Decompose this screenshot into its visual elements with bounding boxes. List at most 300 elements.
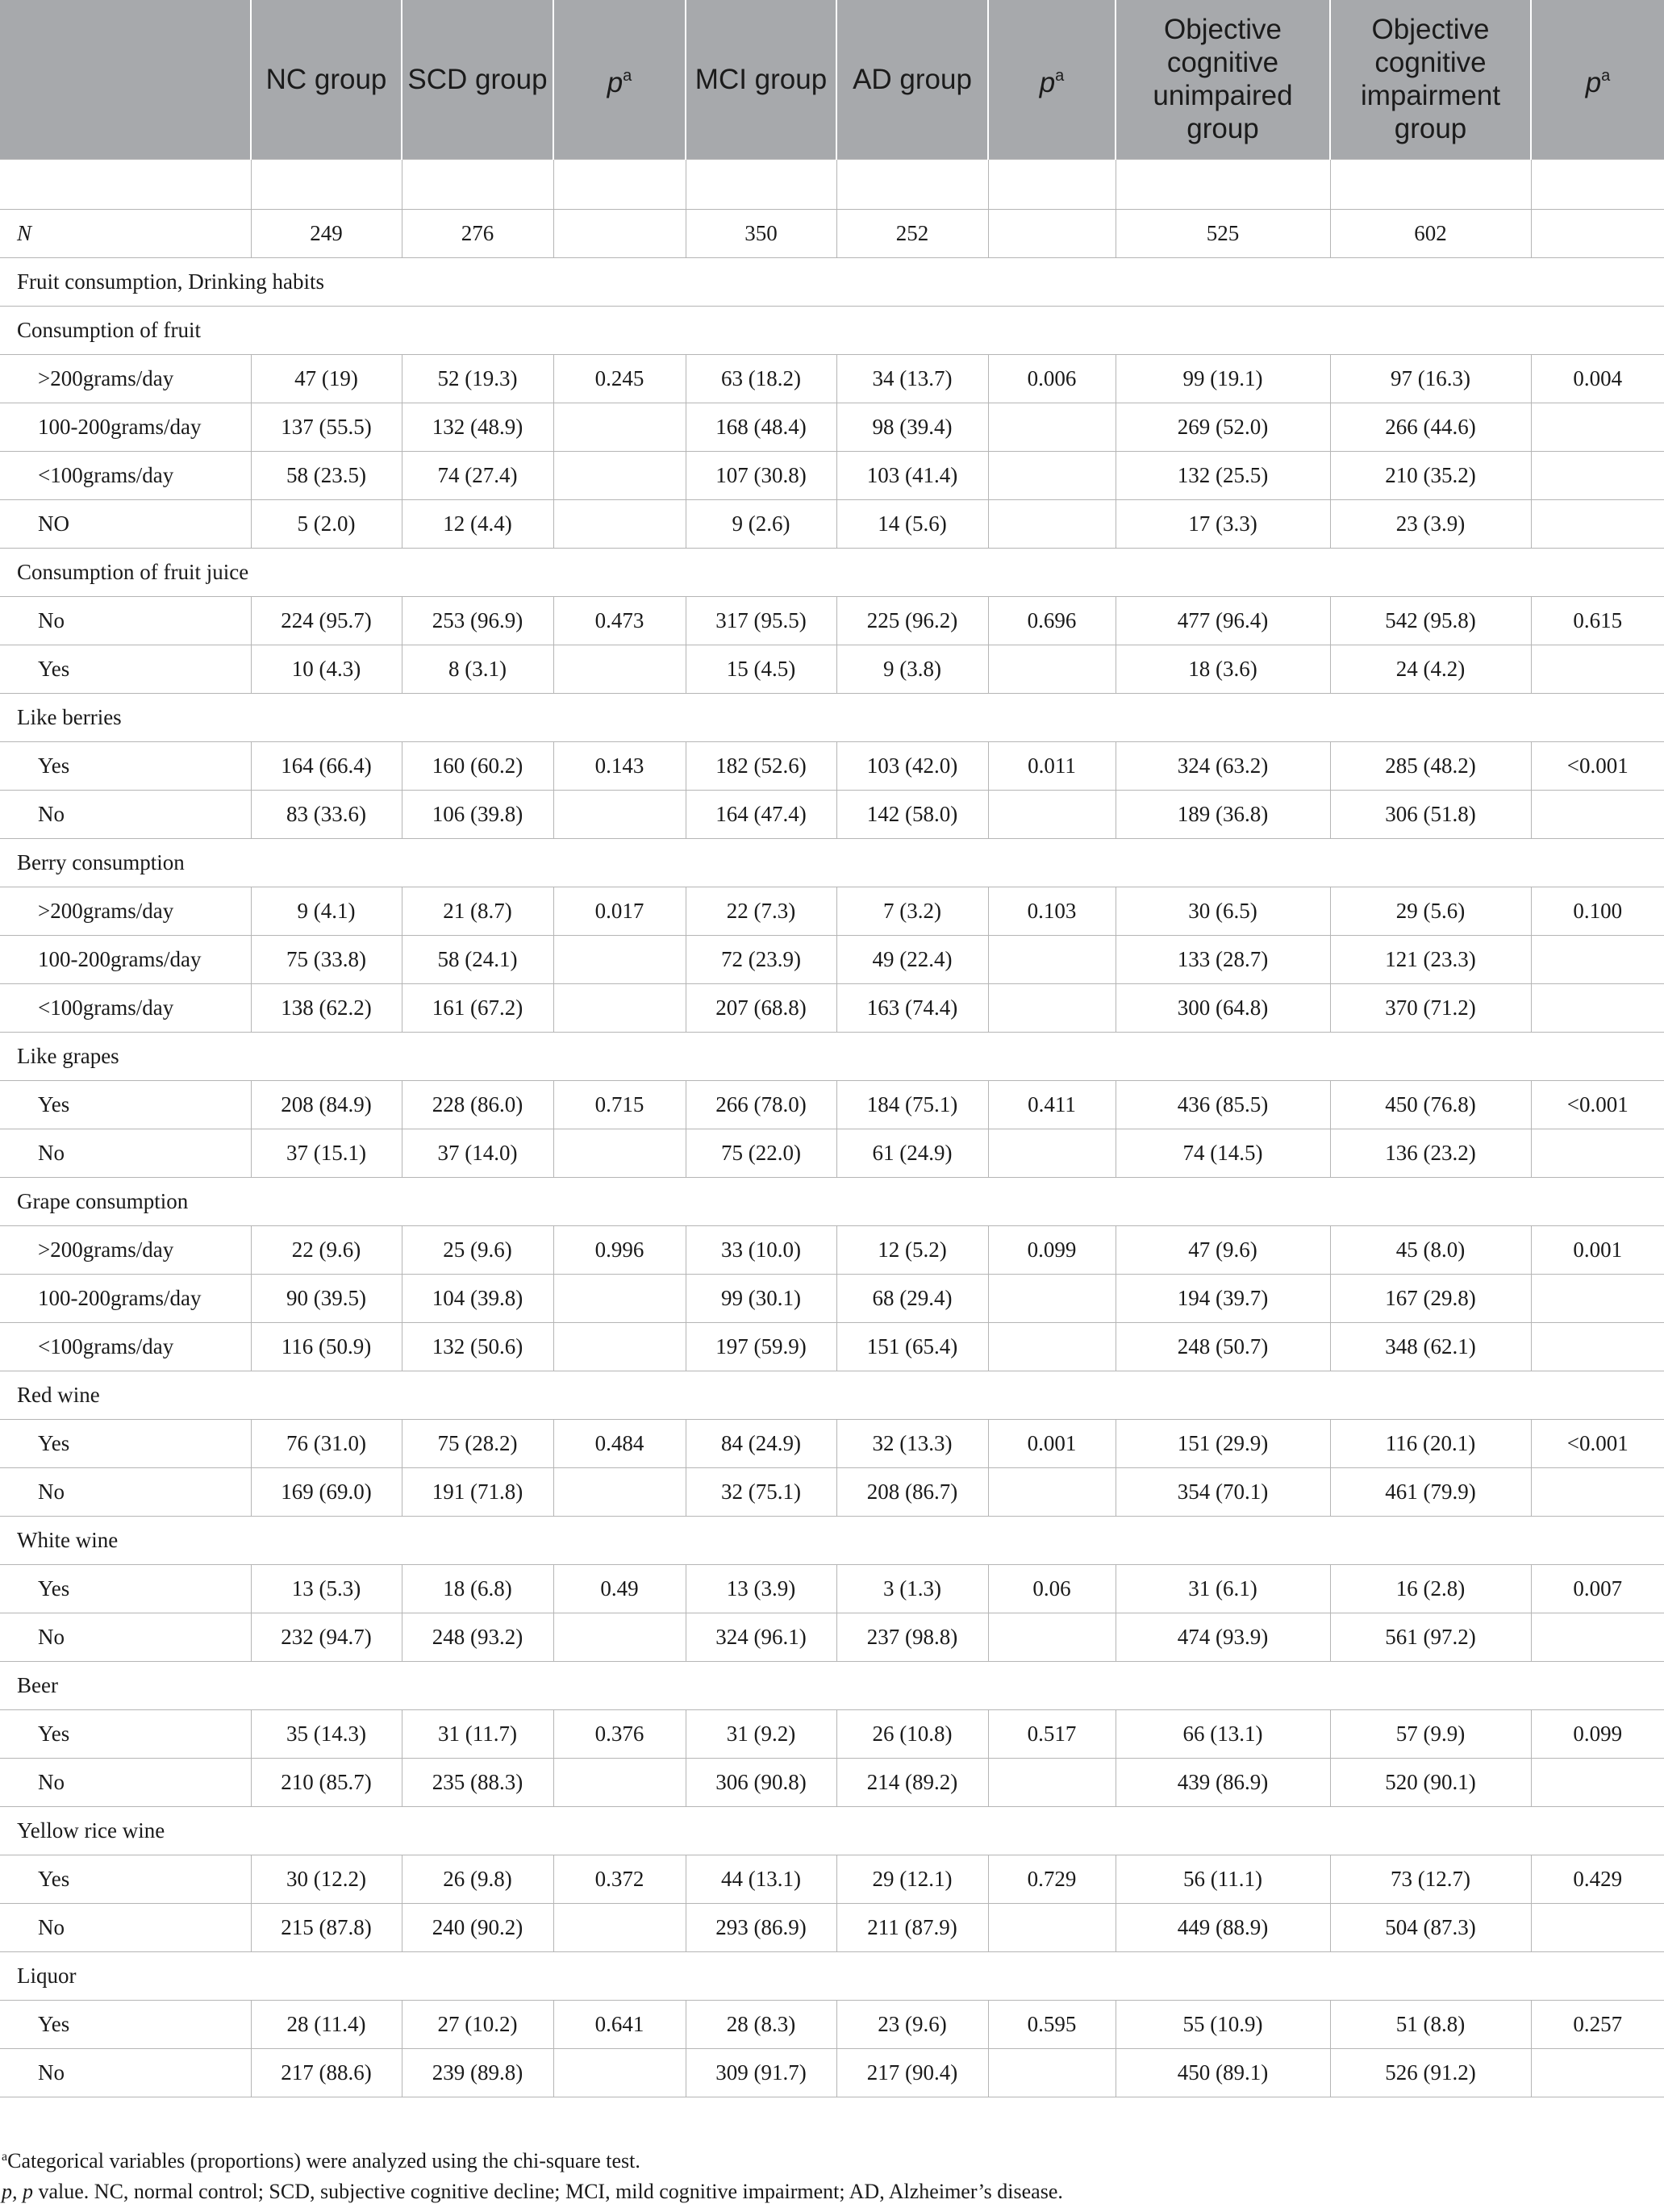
- table-cell: 22 (7.3): [686, 887, 836, 935]
- table-cell: 22 (9.6): [251, 1225, 402, 1274]
- table-row: [0, 1564, 1664, 1613]
- table-cell: [553, 1322, 686, 1371]
- row-label: No: [0, 1758, 251, 1806]
- table-cell: 103 (42.0): [836, 741, 988, 790]
- row-label: No: [0, 2048, 251, 2097]
- table-row: [0, 1322, 1664, 1371]
- table-cell: 164 (47.4): [686, 790, 836, 838]
- table-cell: 132 (25.5): [1116, 451, 1330, 499]
- table-cell: 168 (48.4): [686, 403, 836, 451]
- table-cell: 309 (91.7): [686, 2048, 836, 2097]
- section-title-row: [0, 257, 1664, 306]
- table-cell: 0.245: [553, 354, 686, 403]
- table-cell: 90 (39.5): [251, 1274, 402, 1322]
- table-cell: 9 (3.8): [836, 645, 988, 693]
- group-title: Grape consumption: [0, 1177, 1664, 1225]
- table-cell: 235 (88.3): [402, 1758, 553, 1806]
- table-cell: 248 (93.2): [402, 1613, 553, 1661]
- table-cell: 461 (79.9): [1330, 1467, 1531, 1516]
- table-cell: 0.099: [1531, 1709, 1664, 1758]
- table-cell: 266 (78.0): [686, 1080, 836, 1129]
- table-cell: 18 (3.6): [1116, 645, 1330, 693]
- table-cell: 12 (5.2): [836, 1225, 988, 1274]
- table-row: [0, 935, 1664, 983]
- table-row: [0, 1855, 1664, 1903]
- n-cell: 602: [1330, 209, 1531, 257]
- n-cell: 252: [836, 209, 988, 257]
- table-cell: 28 (8.3): [686, 2000, 836, 2048]
- table-cell: 142 (58.0): [836, 790, 988, 838]
- group-header-row: [0, 838, 1664, 887]
- table-row: [0, 2048, 1664, 2097]
- table-cell: 14 (5.6): [836, 499, 988, 548]
- table-cell: 163 (74.4): [836, 983, 988, 1032]
- table-cell: 55 (10.9): [1116, 2000, 1330, 2048]
- table-row: [0, 1903, 1664, 1951]
- row-label: >200grams/day: [0, 354, 251, 403]
- table-cell: 520 (90.1): [1330, 1758, 1531, 1806]
- table-cell: 72 (23.9): [686, 935, 836, 983]
- table-cell: 0.372: [553, 1855, 686, 1903]
- row-label: No: [0, 596, 251, 645]
- table-cell: 225 (96.2): [836, 596, 988, 645]
- table-cell: [553, 1903, 686, 1951]
- table-cell: 474 (93.9): [1116, 1613, 1330, 1661]
- table-cell: 18 (6.8): [402, 1564, 553, 1613]
- group-title: Yellow rice wine: [0, 1806, 1664, 1855]
- table-row: [0, 1225, 1664, 1274]
- table-cell: 37 (14.0): [402, 1129, 553, 1177]
- table-cell: [1531, 1322, 1664, 1371]
- table-cell: [988, 790, 1116, 838]
- table-cell: 26 (10.8): [836, 1709, 988, 1758]
- table-cell: 0.143: [553, 741, 686, 790]
- table-cell: 99 (30.1): [686, 1274, 836, 1322]
- table-cell: 266 (44.6): [1330, 403, 1531, 451]
- table-cell: 0.429: [1531, 1855, 1664, 1903]
- header-p-value-2: $p^a$: [988, 0, 1116, 159]
- table-cell: <0.001: [1531, 741, 1664, 790]
- table-row: [0, 983, 1664, 1032]
- table-cell: 450 (89.1): [1116, 2048, 1330, 2097]
- table-cell: 194 (39.7): [1116, 1274, 1330, 1322]
- table-cell: 31 (11.7): [402, 1709, 553, 1758]
- table-cell: 24 (4.2): [1330, 645, 1531, 693]
- group-title: Like grapes: [0, 1032, 1664, 1080]
- section-title: Fruit consumption, Drinking habits: [0, 257, 1664, 306]
- table-cell: 0.411: [988, 1080, 1116, 1129]
- table-cell: 0.517: [988, 1709, 1116, 1758]
- group-header-row: [0, 1032, 1664, 1080]
- table-cell: 30 (12.2): [251, 1855, 402, 1903]
- table-cell: 191 (71.8): [402, 1467, 553, 1516]
- row-label: <100grams/day: [0, 451, 251, 499]
- group-title: Berry consumption: [0, 838, 1664, 887]
- header-p-value-1: $p^a$: [553, 0, 686, 159]
- table-cell: 84 (24.9): [686, 1419, 836, 1467]
- table-cell: [1531, 1903, 1664, 1951]
- table-cell: 75 (28.2): [402, 1419, 553, 1467]
- table-cell: 208 (86.7): [836, 1467, 988, 1516]
- table-cell: [553, 2048, 686, 2097]
- row-label: <100grams/day: [0, 983, 251, 1032]
- row-label: Yes: [0, 2000, 251, 2048]
- table-cell: [553, 645, 686, 693]
- table-cell: 58 (24.1): [402, 935, 553, 983]
- table-cell: 0.011: [988, 741, 1116, 790]
- table-row: [0, 1613, 1664, 1661]
- group-header-row: [0, 548, 1664, 596]
- table-cell: 228 (86.0): [402, 1080, 553, 1129]
- group-title: Red wine: [0, 1371, 1664, 1419]
- row-label: >200grams/day: [0, 887, 251, 935]
- table-row: [0, 354, 1664, 403]
- footnote-abbreviations: p, p value. NC, normal control; SCD, subjective cognitive decline; MCI, mild cognitive impairment; AD, Alzheimer’s disease.: [2, 2180, 1063, 2203]
- table-row: [0, 1129, 1664, 1177]
- table-cell: 97 (16.3): [1330, 354, 1531, 403]
- group-title: Beer: [0, 1661, 1664, 1709]
- table-row: [0, 1758, 1664, 1806]
- table-cell: [1531, 935, 1664, 983]
- table-cell: 269 (52.0): [1116, 403, 1330, 451]
- table-row: [0, 1467, 1664, 1516]
- table-cell: 240 (90.2): [402, 1903, 553, 1951]
- row-label: 100-200grams/day: [0, 403, 251, 451]
- table-cell: 44 (13.1): [686, 1855, 836, 1903]
- table-cell: [988, 935, 1116, 983]
- table-cell: [1531, 451, 1664, 499]
- table-cell: [1531, 1129, 1664, 1177]
- table-cell: 104 (39.8): [402, 1274, 553, 1322]
- table-cell: 8 (3.1): [402, 645, 553, 693]
- table-cell: 0.595: [988, 2000, 1116, 2048]
- table-cell: 7 (3.2): [836, 887, 988, 935]
- table-cell: 167 (29.8): [1330, 1274, 1531, 1322]
- table-cell: 29 (12.1): [836, 1855, 988, 1903]
- table-cell: 31 (9.2): [686, 1709, 836, 1758]
- table-cell: 210 (85.7): [251, 1758, 402, 1806]
- table-cell: [553, 1613, 686, 1661]
- table-cell: 160 (60.2): [402, 741, 553, 790]
- group-header-row: [0, 1661, 1664, 1709]
- group-title: White wine: [0, 1516, 1664, 1564]
- table-cell: 0.641: [553, 2000, 686, 2048]
- table-cell: [553, 499, 686, 548]
- table-cell: 324 (63.2): [1116, 741, 1330, 790]
- table-cell: [988, 1322, 1116, 1371]
- row-label: 100-200grams/day: [0, 1274, 251, 1322]
- table-cell: 189 (36.8): [1116, 790, 1330, 838]
- table-cell: [988, 2048, 1116, 2097]
- table-cell: 106 (39.8): [402, 790, 553, 838]
- table-cell: 164 (66.4): [251, 741, 402, 790]
- table-cell: 354 (70.1): [1116, 1467, 1330, 1516]
- table-row: [0, 790, 1664, 838]
- table-cell: [1531, 983, 1664, 1032]
- group-header-row: [0, 1806, 1664, 1855]
- table-cell: 348 (62.1): [1330, 1322, 1531, 1371]
- table-cell: 0.715: [553, 1080, 686, 1129]
- table-cell: 57 (9.9): [1330, 1709, 1531, 1758]
- table-cell: 68 (29.4): [836, 1274, 988, 1322]
- row-label: NO: [0, 499, 251, 548]
- header-p-value-3: $p^a$: [1531, 0, 1664, 159]
- table-cell: 306 (90.8): [686, 1758, 836, 1806]
- table-cell: 224 (95.7): [251, 596, 402, 645]
- table-cell: 237 (98.8): [836, 1613, 988, 1661]
- table-cell: 169 (69.0): [251, 1467, 402, 1516]
- table-cell: [1531, 1467, 1664, 1516]
- table-row: [0, 1419, 1664, 1467]
- table-cell: 306 (51.8): [1330, 790, 1531, 838]
- header-nc-group: NC group: [251, 0, 402, 159]
- table-cell: 13 (3.9): [686, 1564, 836, 1613]
- table-cell: 0.099: [988, 1225, 1116, 1274]
- table-cell: 137 (55.5): [251, 403, 402, 451]
- table-cell: 47 (19): [251, 354, 402, 403]
- table-row: [0, 596, 1664, 645]
- table-cell: 211 (87.9): [836, 1903, 988, 1951]
- table-cell: 161 (67.2): [402, 983, 553, 1032]
- table-row: [0, 741, 1664, 790]
- table-cell: 0.257: [1531, 2000, 1664, 2048]
- n-cell: 525: [1116, 209, 1330, 257]
- table-cell: 232 (94.7): [251, 1613, 402, 1661]
- table-cell: <0.001: [1531, 1080, 1664, 1129]
- group-title: Liquor: [0, 1951, 1664, 2000]
- table-cell: 58 (23.5): [251, 451, 402, 499]
- table-row: [0, 451, 1664, 499]
- table-row: [0, 499, 1664, 548]
- table-row: [0, 1709, 1664, 1758]
- table-cell: 526 (91.2): [1330, 2048, 1531, 2097]
- table-cell: 138 (62.2): [251, 983, 402, 1032]
- table-cell: 45 (8.0): [1330, 1225, 1531, 1274]
- row-label: Yes: [0, 1709, 251, 1758]
- table-cell: 133 (28.7): [1116, 935, 1330, 983]
- table-cell: 99 (19.1): [1116, 354, 1330, 403]
- n-cell: 249: [251, 209, 402, 257]
- table-cell: 116 (50.9): [251, 1322, 402, 1371]
- header-mci-group: MCI group: [686, 0, 836, 159]
- table-cell: 32 (13.3): [836, 1419, 988, 1467]
- table-cell: 74 (14.5): [1116, 1129, 1330, 1177]
- table-cell: [1531, 499, 1664, 548]
- table-cell: 3 (1.3): [836, 1564, 988, 1613]
- table-cell: 449 (88.9): [1116, 1903, 1330, 1951]
- header-empty-cell: [0, 0, 251, 159]
- row-label: Yes: [0, 1564, 251, 1613]
- row-label: Yes: [0, 1419, 251, 1467]
- footnote-a: $^a$Categorical variables (proportions) were analyzed using the chi-square test.: [2, 2149, 640, 2172]
- table-cell: 184 (75.1): [836, 1080, 988, 1129]
- n-cell: [988, 209, 1116, 257]
- n-cell: [553, 209, 686, 257]
- table-row: [0, 1080, 1664, 1129]
- table-cell: 0.996: [553, 1225, 686, 1274]
- table-cell: 33 (10.0): [686, 1225, 836, 1274]
- n-label: N: [0, 209, 251, 257]
- table-cell: 0.06: [988, 1564, 1116, 1613]
- table-cell: 293 (86.9): [686, 1903, 836, 1951]
- table-cell: [1531, 1758, 1664, 1806]
- n-cell: 350: [686, 209, 836, 257]
- row-label: Yes: [0, 1855, 251, 1903]
- table-cell: [553, 403, 686, 451]
- table-cell: [988, 1758, 1116, 1806]
- table-cell: 37 (15.1): [251, 1129, 402, 1177]
- table-cell: 214 (89.2): [836, 1758, 988, 1806]
- table-cell: [1531, 1274, 1664, 1322]
- table-cell: 49 (22.4): [836, 935, 988, 983]
- table-cell: [988, 1129, 1116, 1177]
- table-cell: 182 (52.6): [686, 741, 836, 790]
- table-cell: 63 (18.2): [686, 354, 836, 403]
- table-cell: 207 (68.8): [686, 983, 836, 1032]
- group-header-row: [0, 1371, 1664, 1419]
- table-cell: 0.100: [1531, 887, 1664, 935]
- table-footnotes: [0, 2142, 1664, 2207]
- table-cell: [553, 1758, 686, 1806]
- group-header-row: [0, 1177, 1664, 1225]
- table-cell: 0.103: [988, 887, 1116, 935]
- table-row: [0, 887, 1664, 935]
- table-cell: 0.001: [1531, 1225, 1664, 1274]
- table-cell: 31 (6.1): [1116, 1564, 1330, 1613]
- table-cell: 16 (2.8): [1330, 1564, 1531, 1613]
- table-cell: 248 (50.7): [1116, 1322, 1330, 1371]
- table-cell: 21 (8.7): [402, 887, 553, 935]
- table-cell: 0.615: [1531, 596, 1664, 645]
- row-label: 100-200grams/day: [0, 935, 251, 983]
- table-cell: [553, 1129, 686, 1177]
- table-cell: 25 (9.6): [402, 1225, 553, 1274]
- table-cell: [1531, 645, 1664, 693]
- table-cell: 73 (12.7): [1330, 1855, 1531, 1903]
- table-cell: [988, 645, 1116, 693]
- table-cell: 0.001: [988, 1419, 1116, 1467]
- table-cell: 56 (11.1): [1116, 1855, 1330, 1903]
- table-cell: [988, 1903, 1116, 1951]
- table-cell: 285 (48.2): [1330, 741, 1531, 790]
- group-header-row: [0, 1951, 1664, 2000]
- table-cell: 561 (97.2): [1330, 1613, 1531, 1661]
- table-cell: 217 (90.4): [836, 2048, 988, 2097]
- table-cell: 15 (4.5): [686, 645, 836, 693]
- table-cell: 27 (10.2): [402, 2000, 553, 2048]
- row-label: Yes: [0, 645, 251, 693]
- table-cell: 215 (87.8): [251, 1903, 402, 1951]
- table-cell: [553, 451, 686, 499]
- table-cell: 30 (6.5): [1116, 887, 1330, 935]
- table-cell: 0.007: [1531, 1564, 1664, 1613]
- n-cell: [1531, 209, 1664, 257]
- table-cell: 0.473: [553, 596, 686, 645]
- table-cell: 107 (30.8): [686, 451, 836, 499]
- table-cell: 10 (4.3): [251, 645, 402, 693]
- table-cell: [988, 983, 1116, 1032]
- table-cell: 208 (84.9): [251, 1080, 402, 1129]
- table-cell: 0.484: [553, 1419, 686, 1467]
- table-cell: 26 (9.8): [402, 1855, 553, 1903]
- table-cell: [988, 451, 1116, 499]
- blank-row: [0, 159, 1664, 209]
- table-cell: 116 (20.1): [1330, 1419, 1531, 1467]
- table-cell: 300 (64.8): [1116, 983, 1330, 1032]
- row-label: No: [0, 1129, 251, 1177]
- table-cell: 439 (86.9): [1116, 1758, 1330, 1806]
- table-row: [0, 2000, 1664, 2048]
- table-cell: [1531, 1613, 1664, 1661]
- table-cell: <0.001: [1531, 1419, 1664, 1467]
- table-cell: 28 (11.4): [251, 2000, 402, 2048]
- table-cell: [988, 403, 1116, 451]
- table-cell: [1531, 790, 1664, 838]
- table-cell: [988, 1274, 1116, 1322]
- row-label: No: [0, 1613, 251, 1661]
- table-cell: 132 (50.6): [402, 1322, 553, 1371]
- table-cell: 74 (27.4): [402, 451, 553, 499]
- table-cell: 98 (39.4): [836, 403, 988, 451]
- table-cell: 0.49: [553, 1564, 686, 1613]
- table-cell: 34 (13.7): [836, 354, 988, 403]
- table-cell: 9 (2.6): [686, 499, 836, 548]
- row-label: Yes: [0, 1080, 251, 1129]
- table-cell: 23 (3.9): [1330, 499, 1531, 548]
- table-cell: 23 (9.6): [836, 2000, 988, 2048]
- table-cell: 151 (65.4): [836, 1322, 988, 1371]
- table-cell: 217 (88.6): [251, 2048, 402, 2097]
- row-label: Yes: [0, 741, 251, 790]
- table-cell: [988, 499, 1116, 548]
- table-cell: 239 (89.8): [402, 2048, 553, 2097]
- table-cell: [553, 1274, 686, 1322]
- header-objective-impairment-group: Objective cognitive impairment group: [1330, 0, 1531, 159]
- table-cell: 0.729: [988, 1855, 1116, 1903]
- table-cell: 542 (95.8): [1330, 596, 1531, 645]
- row-label: >200grams/day: [0, 1225, 251, 1274]
- table-cell: 0.376: [553, 1709, 686, 1758]
- table-cell: 32 (75.1): [686, 1467, 836, 1516]
- table-row: [0, 645, 1664, 693]
- table-cell: 5 (2.0): [251, 499, 402, 548]
- header-scd-group: SCD group: [402, 0, 553, 159]
- table-cell: 52 (19.3): [402, 354, 553, 403]
- table-cell: 0.004: [1531, 354, 1664, 403]
- table-row: [0, 1274, 1664, 1322]
- table-cell: [553, 1467, 686, 1516]
- table-body: [0, 159, 1664, 2097]
- table-cell: [1531, 2048, 1664, 2097]
- table-cell: 0.017: [553, 887, 686, 935]
- table-cell: 76 (31.0): [251, 1419, 402, 1467]
- table-cell: 210 (35.2): [1330, 451, 1531, 499]
- group-title: Consumption of fruit: [0, 306, 1664, 354]
- table-cell: 151 (29.9): [1116, 1419, 1330, 1467]
- table-cell: 450 (76.8): [1330, 1080, 1531, 1129]
- table-cell: [988, 1467, 1116, 1516]
- table-cell: 253 (96.9): [402, 596, 553, 645]
- table-cell: 132 (48.9): [402, 403, 553, 451]
- table-cell: 121 (23.3): [1330, 935, 1531, 983]
- table-cell: 17 (3.3): [1116, 499, 1330, 548]
- table-cell: [553, 983, 686, 1032]
- table-cell: 9 (4.1): [251, 887, 402, 935]
- row-label: No: [0, 1903, 251, 1951]
- table-cell: 83 (33.6): [251, 790, 402, 838]
- group-title: Consumption of fruit juice: [0, 548, 1664, 596]
- table-cell: 0.696: [988, 596, 1116, 645]
